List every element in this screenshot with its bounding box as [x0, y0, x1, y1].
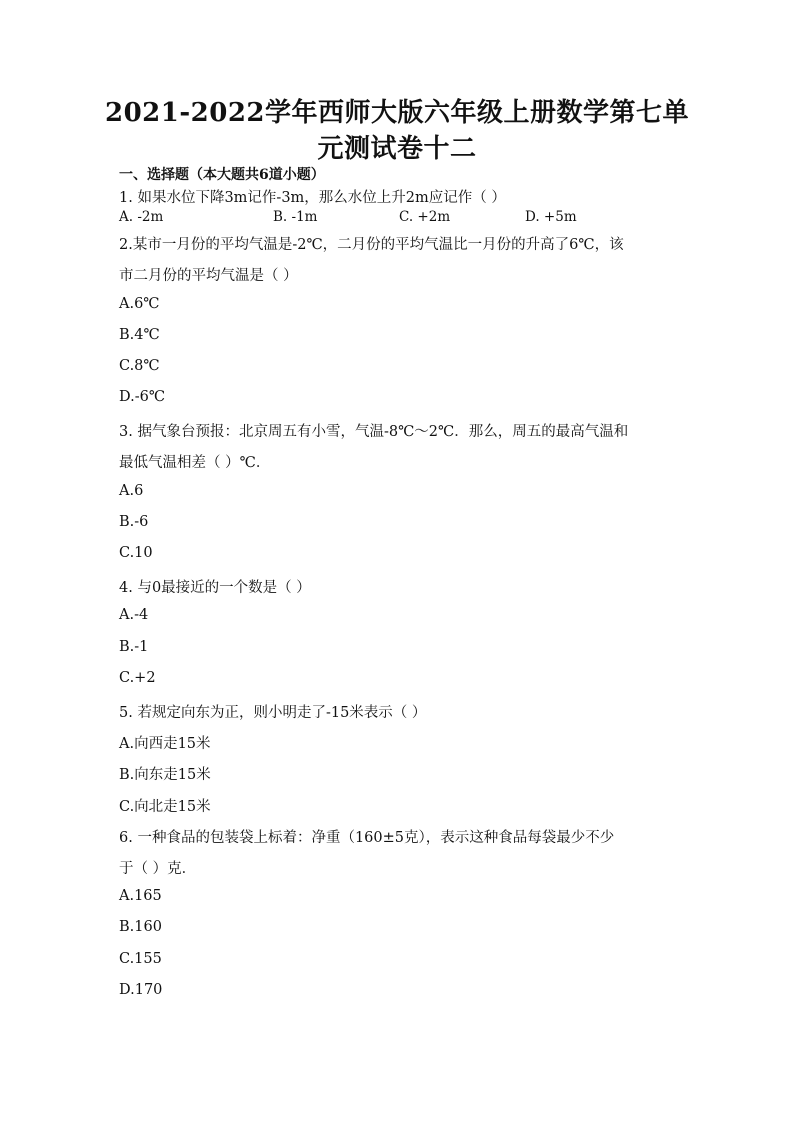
q2-option-b: B.4℃	[119, 327, 160, 343]
q6-option-a: A.165	[119, 888, 162, 904]
question-3-line-1: 3. 据气象台预报：北京周五有小雪，气温-8℃～2℃．那么，周五的最高气温和	[119, 424, 629, 440]
q4-option-c: C.+2	[119, 670, 156, 686]
document-title-line-1: 2021-2022学年西师大版六年级上册数学第七单	[104, 98, 690, 128]
question-2-line-1: 2.某市一月份的平均气温是-2℃，二月份的平均气温比一月份的升高了6℃，该	[119, 237, 624, 253]
q5-option-a: A.向西走15米	[119, 736, 211, 752]
q6-option-b: B.160	[119, 919, 162, 935]
q1-option-d: D. +5m	[525, 209, 577, 225]
q2-option-a: A.6℃	[119, 296, 160, 312]
question-3-line-2: 最低气温相差（ ）℃．	[119, 455, 271, 471]
document-title-line-2: 元测试卷十二	[317, 134, 477, 164]
q3-option-a: A.6	[119, 483, 144, 499]
q5-option-c: C.向北走15米	[119, 799, 211, 815]
q4-option-a: A.-4	[119, 607, 149, 623]
question-6-line-1: 6. 一种食品的包装袋上标着：净重（160±5克），表示这种食品每袋最少不少	[119, 830, 615, 846]
q1-option-c: C. +2m	[399, 209, 451, 225]
question-4-text: 4. 与0最接近的一个数是（ ）	[119, 580, 311, 596]
q3-option-c: C.10	[119, 545, 153, 561]
q1-option-a: A. -2m	[119, 209, 164, 225]
q3-option-b: B.-6	[119, 514, 149, 530]
question-6-line-2: 于（ ）克．	[119, 861, 197, 877]
q2-option-c: C.8℃	[119, 358, 160, 374]
question-2-line-2: 市二月份的平均气温是（ ）	[119, 268, 298, 284]
q1-option-b: B. -1m	[273, 209, 318, 225]
q6-option-d: D.170	[119, 982, 163, 998]
q2-option-d: D.-6℃	[119, 389, 166, 405]
q6-option-c: C.155	[119, 951, 162, 967]
section-header: 一、选择题（本大题共6道小题）	[119, 167, 325, 183]
q5-option-b: B.向东走15米	[119, 767, 211, 783]
question-5-text: 5. 若规定向东为正，则小明走了-15米表示（ ）	[119, 705, 427, 721]
question-1-text: 1. 如果水位下降3m记作-3m，那么水位上升2m应记作（ ）	[119, 190, 506, 206]
q4-option-b: B.-1	[119, 639, 149, 655]
